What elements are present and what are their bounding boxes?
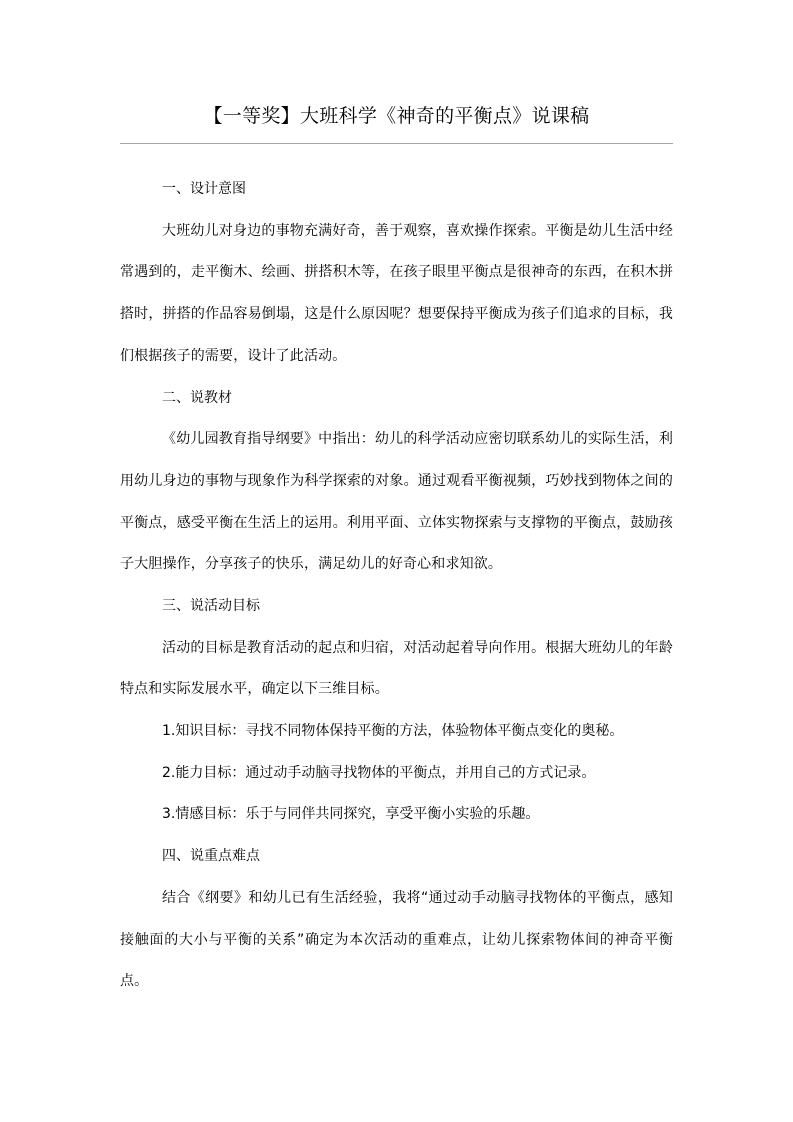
section-paragraph-activity-goals: 活动的目标是教育活动的起点和归宿，对活动起着导向作用。根据大班幼儿的年龄特点和实际发展水平，确定以下三维目标。 [120, 639, 673, 698]
section-heading-activity-goals: 三、说活动目标 [162, 598, 260, 614]
title-divider [120, 143, 673, 144]
goal-item-knowledge: 1.知识目标：寻找不同物体保持平衡的方法，体验物体平衡点变化的奥秘。 [162, 723, 624, 740]
goal-item-ability: 2.能力目标：通过动手动脑寻找物体的平衡点，并用自己的方式记录。 [162, 764, 596, 781]
section-heading-design-intent: 一、设计意图 [162, 181, 246, 197]
section-paragraph-teaching-material: 《幼儿园教育指导纲要》中指出：幼儿的科学活动应密切联系幼儿的实际生活，利用幼儿身边的事物与现象作为科学探索的对象。通过观看平衡视频，巧妙找到物体之间的平衡点，感受平衡在生活上的运用。利用平面、立体实物探索与支撑物的平衡点，鼓励孩子大胆操作，分享孩子的快乐，满足幼儿的好奇心和求知欲。 [120, 431, 673, 573]
section-paragraph-design-intent: 大班幼儿对身边的事物充满好奇，善于观察，喜欢操作探索。平衡是幼儿生活中经常遇到的，走平衡木、绘画、拼搭积木等，在孩子眼里平衡点是很神奇的东西，在积木拼搭时，拼搭的作品容易倒塌，这是什么原因呢？想要保持平衡成为孩子们追求的目标，我们根据孩子的需要，设计了此活动。 [120, 222, 673, 364]
goal-item-emotion: 3.情感目标：乐于与同伴共同探究，享受平衡小实验的乐趣。 [162, 806, 540, 823]
section-paragraph-key-difficulties: 结合《纲要》和幼儿已有生活经验，我将“通过动手动脑寻找物体的平衡点，感知接触面的大小与平衡的关系”确定为本次活动的重难点，让幼儿探索物体间的神奇平衡点。 [120, 889, 673, 990]
section-heading-teaching-material: 二、说教材 [162, 389, 232, 406]
document-body [120, 169, 673, 1003]
document-title: 【一等奖】大班科学《神奇的平衡点》说课稿 [203, 105, 590, 127]
section-heading-key-difficulties: 四、说重点难点 [162, 848, 260, 865]
